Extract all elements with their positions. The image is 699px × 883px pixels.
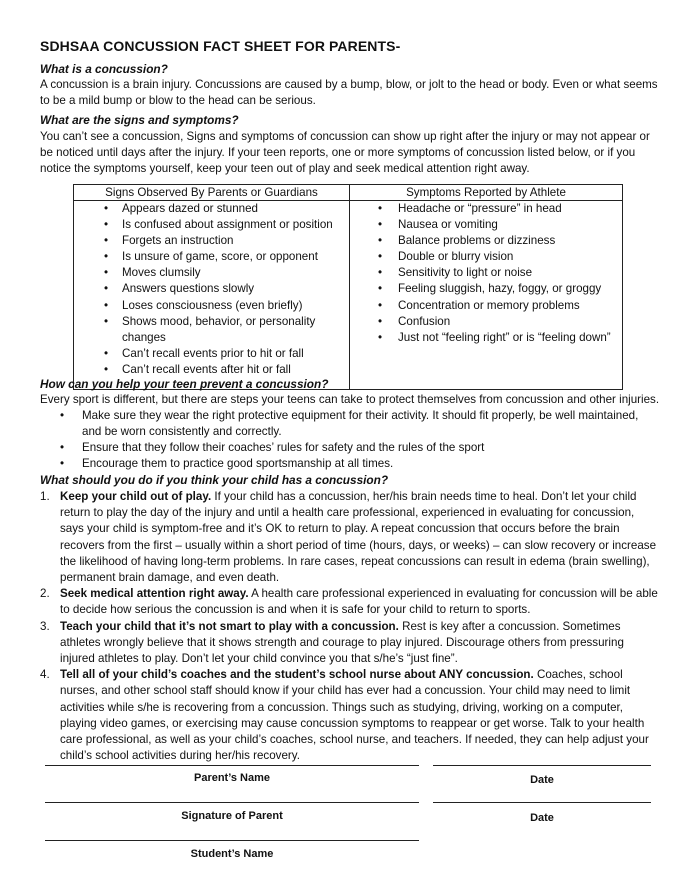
signs-heading: What are the signs and symptoms? (40, 113, 239, 127)
list-item: • Is unsure of game, score, or opponent (74, 249, 349, 265)
parent-signature-line[interactable] (45, 802, 419, 803)
steps-list (40, 489, 660, 764)
prevent-list (60, 408, 660, 472)
list-item: • Encourage them to practice good sportsmanship at all times. (60, 456, 660, 472)
list-item: • Headache or “pressure” in head (350, 201, 622, 217)
parent-name-line[interactable] (45, 765, 419, 766)
signs-column-header: Signs Observed By Parents or Guardians (74, 185, 350, 201)
list-item: • Appears dazed or stunned (74, 201, 349, 217)
step-item (40, 619, 660, 668)
list-item: • Forgets an instruction (74, 233, 349, 249)
symptoms-cell (350, 201, 623, 390)
list-item: • Loses consciousness (even briefly) (74, 298, 349, 314)
signs-symptoms-table (73, 184, 623, 390)
step-lead: Keep your child out of play. (60, 490, 212, 503)
list-item: • Concentration or memory problems (350, 298, 622, 314)
symptoms-column-header: Symptoms Reported by Athlete (350, 185, 623, 201)
step-item (40, 586, 660, 618)
list-item: • Make sure they wear the right protective equipment for their activity. It should fit properly, be well maintained, and be worn consistently and correctly. (60, 408, 660, 440)
step-text: If your child has a concussion, her/his brain needs time to heal. Don’t let your child return to play the day of the injury and until a health care professional, experienced in evaluating for concussion, says your child is symptom-free and it’s OK to return to play. A repeat concussion that occurs before the brain recovers from the first – usually within a short period of time (hours, days, or weeks) – can slow recovery or increase the likelihood of having long-term problems. In rare cases, repeat concussions can result in edema (brain swelling), permanent brain damage, and even death. (60, 490, 657, 585)
date-label-1: Date (530, 774, 554, 786)
list-item: • Balance problems or dizziness (350, 233, 622, 249)
page-title: SDHSAA CONCUSSION FACT SHEET FOR PARENTS- (40, 38, 401, 54)
step-text: Coaches, school nurses, and other school staff should know if your child has ever had a concussion. Your child may need to limit activities while s/he is recovering from a concussion. Things such as studying, driving, working on a computer, playing video games, or exercising may cause concussion symptoms to reappear or get worse. Talk to your health care professional, as well as your child’s coaches, school nurse, and teachers. If needed, they can help adjust your child’s school activities during her/his recovery. (60, 668, 649, 763)
list-item: • Sensitivity to light or noise (350, 265, 622, 281)
list-item: • Just not “feeling right” or is “feeling down” (350, 330, 622, 346)
date-label-2: Date (530, 812, 554, 824)
signs-text: You can’t see a concussion, Signs and symptoms of concussion can show up right after the injury or may not appear or be noticed until days after the injury. If your teen reports, one or more symptoms of concussion listed below, or if you notice the symptoms yourself, keep your teen out of play and seek medical attention right away. (40, 130, 650, 175)
list-item: • Moves clumsily (74, 265, 349, 281)
step-text: Rest is key after a concussion. Sometimes athletes wrongly believe that it shows strength and courage to play injured. Discourage others from pressuring injured athletes to play. Don’t let your child convince you that s/he’s “just fine”. (60, 619, 624, 666)
list-item: • Shows mood, behavior, or personality changes (74, 314, 349, 346)
date-line-1[interactable] (433, 765, 651, 766)
list-item: • Confusion (350, 314, 622, 330)
list-item: • Answers questions slowly (74, 281, 349, 297)
signs-cell (74, 201, 350, 390)
step-item (40, 667, 660, 764)
step-lead: Teach your child that it’s not smart to play with a concussion. (60, 619, 399, 633)
step-number: 3. (40, 619, 50, 633)
step-number: 2. (40, 587, 50, 601)
date-line-2[interactable] (433, 802, 651, 803)
list-item: • Feeling sluggish, hazy, foggy, or groggy (350, 281, 622, 297)
step-lead: Seek medical attention right away. (60, 587, 249, 601)
prevent-heading: How can you help your teen prevent a concussion? (40, 377, 329, 391)
list-item: • Can’t recall events prior to hit or fall (74, 346, 349, 362)
step-item (40, 489, 660, 586)
list-item: • Can’t recall events after hit or fall (74, 362, 349, 378)
list-item: • Is confused about assignment or position (74, 217, 349, 233)
list-item: • Nausea or vomiting (350, 217, 622, 233)
signs-list (74, 201, 349, 378)
student-name-line[interactable] (45, 840, 419, 841)
prevent-text: Every sport is different, but there are steps your teens can take to protect themselves from concussion and other injuries. (40, 393, 660, 406)
parent-signature-label: Signature of Parent (181, 810, 283, 822)
list-item: • Double or blurry vision (350, 249, 622, 265)
list-item: • Ensure that they follow their coaches’ rules for safety and the rules of the sport (60, 440, 660, 456)
parent-name-label: Parent’s Name (193, 772, 271, 784)
student-name-label: Student’s Name (190, 848, 274, 860)
step-lead: Tell all of your child’s coaches and the student’s school nurse about ANY concussion. (60, 668, 534, 682)
what-is-text: A concussion is a brain injury. Concussions are caused by a bump, blow, or jolt to the head or body. Even or what seems to be a mild bump or blow to the head can be serious. (40, 78, 658, 107)
step-number: 1. (40, 490, 50, 503)
step-number: 4. (40, 668, 50, 682)
step-text: A health care professional experienced in evaluating for concussion will be able to decide how serious the concussion is and when it is safe for your child to return to sports. (60, 587, 658, 617)
what-is-heading: What is a concussion? (40, 62, 168, 76)
should-do-heading: What should you do if you think your child has a concussion? (40, 473, 389, 487)
symptoms-list (350, 201, 622, 346)
